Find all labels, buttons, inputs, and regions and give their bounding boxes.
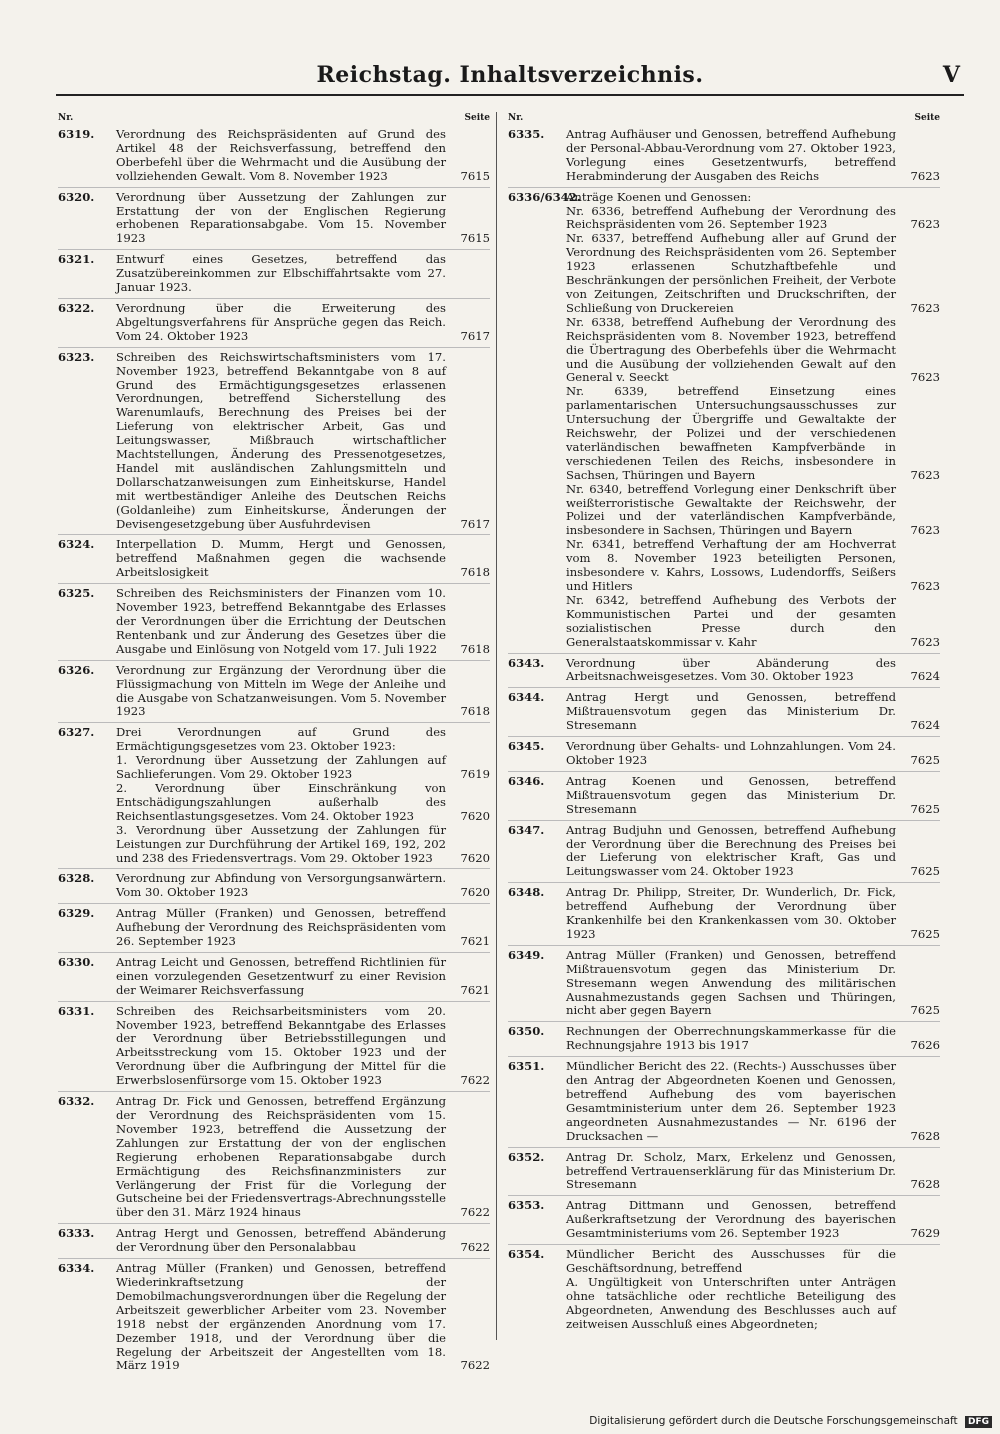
left-column	[58, 112, 490, 1379]
footer-text: Digitalisierung gefördert durch die Deutsche Forschungsgemeinschaft	[589, 1415, 958, 1427]
entry-text: Antrag Müller (Franken) und Genossen, betreffend Mißtrauensvotum gegen das Ministerium Dr. Stresemann wegen Anwendung des militärischen Ausnahmezustands gegen Sachsen und Thüringen, nicht aber gegen Bayern	[566, 947, 896, 1018]
sub-entry-page: 7623	[910, 579, 940, 593]
sub-entry	[566, 538, 940, 594]
entry-number: 6344.	[508, 690, 545, 705]
entry-page: 7625	[910, 926, 940, 941]
column-header	[58, 112, 490, 125]
entry-text: Antrag Koenen und Genossen, betreffend Mißtrauensvotum gegen das Ministerium Dr. Stresemann	[566, 773, 896, 816]
entry-number: 6322.	[58, 300, 95, 315]
entry-text: Verordnung zur Abfindung von Versorgungsanwärtern. Vom 30. Oktober 1923	[116, 871, 446, 900]
seite-label: Seite	[914, 113, 940, 123]
entry-number: 6347.	[508, 822, 545, 837]
index-entry	[58, 302, 490, 348]
index-entry	[508, 691, 940, 737]
entry-text: Antrag Dr. Philipp, Streiter, Dr. Wunderlich, Dr. Fick, betreffend Aufhebung der Verordnung über Krankenhilfe bei den Krankenkassen vom 30. Oktober 1923	[566, 885, 896, 941]
entry-number: 6351.	[508, 1059, 545, 1074]
dfg-logo: DFG	[965, 1416, 992, 1428]
entry-text: Verordnung über Aussetzung der Zahlungen zur Erstattung der von der Englischen Regierung erhobenen Reparationsabgabe. Vom 15. November 1923	[116, 189, 446, 246]
entry-number: 6321.	[58, 252, 95, 267]
entry-text: Rechnungen der Oberrechnungskammerkasse für die Rechnungsjahre 1913 bis 1917	[566, 1024, 896, 1053]
sub-entry	[566, 1276, 940, 1332]
sub-entry-page: 7623	[910, 523, 940, 538]
entry-page: 7624	[910, 718, 940, 733]
entry-page: 7618	[460, 565, 490, 580]
entry-text: Antrag Aufhäuser und Genossen, betreffend Aufhebung der Personal-Abbau-Verordnung vom 27. Oktober 1923, Vorlegung eines Gesetzentwurfs, betreffend Herabminderung der Ausgaben des Reichs	[566, 127, 896, 183]
page-footer	[589, 1415, 992, 1428]
entry-number: 6327.	[58, 725, 95, 740]
index-entry	[508, 740, 940, 772]
page-number: V	[942, 62, 960, 88]
entry-text: Antrag Dr. Scholz, Marx, Erkelenz und Genossen, betreffend Vertrauenserklärung für das Ministerium Dr. Stresemann	[566, 1149, 896, 1192]
entry-number: 6330.	[58, 954, 95, 969]
entry-page: 7617	[460, 516, 490, 531]
sub-entry	[566, 385, 940, 482]
column-header	[508, 112, 940, 125]
sub-entry-text: Nr. 6339, betreffend Einsetzung eines parlamentarischen Untersuchungsausschusses zur Untersuchung der Übergriffe und Gewaltakte der Reichswehr, der Polizei und der verschiedenen vaterländischen bewaffneten Kampfverbände in verschiedenen Teilen des Reichs, insbesondere in Sachsen, Thüringen und Bayern	[566, 384, 896, 482]
entry-number: 6324.	[58, 537, 95, 552]
entry-number: 6328.	[58, 871, 95, 886]
entry-number: 6323.	[58, 349, 95, 364]
entry-page: 7622	[460, 1205, 490, 1220]
sub-entry-page: 7620	[460, 850, 490, 865]
sub-entry-text: Nr. 6336, betreffend Aufhebung der Verordnung des Reichspräsidenten vom 26. September 1923	[566, 203, 896, 232]
sub-entry-text: Nr. 6338, betreffend Aufhebung der Verordnung des Reichspräsidenten vom 8. November 1923, betreffend die Übertragung des Oberbefehls über die Wehrmacht und die Ausübung der vollziehenden Gewalt auf den General v. Seeckt	[566, 314, 896, 385]
entry-text: Antrag Hergt und Genossen, betreffend Abänderung der Verordnung über den Personalabbau	[116, 1226, 446, 1255]
entry-text: Schreiben des Reichswirtschaftsministers vom 17. November 1923, betreffend Bekanntgabe von 8 auf Grund des Ermächtigungsgesetzes erlassenen Verordnungen, betreffend Sicherstellung des Warenumlaufs, Berechnung des Preises bei der Lieferung von elektrischer Arbeit, Gas und Leitungswasser, Mißbrauch wirtschaftlicher Machtstellungen, Änderung des Pressenotgesetzes, Handel mit ausländischen Zahlungsmitteln und Dollarschatzanweisungen zum Einheitskurse, Handel mit wertbeständiger Anleihe des Deutschen Reichs (Goldanleihe) zum Einheitskurse, Änderungen der Devisengesetzgebung über Ausfuhrdevisen	[116, 349, 446, 531]
sub-entry-text: 2. Verordnung über Einschränkung von Entschädigungszahlungen außerhalb des Reichsentlastungsgesetzes. Vom 24. Oktober 1923	[116, 780, 446, 823]
entry-page: 7625	[910, 801, 940, 816]
index-entry	[58, 538, 490, 584]
entry-number: 6348.	[508, 885, 545, 900]
right-column	[508, 112, 940, 1338]
entry-number: 6331.	[58, 1003, 95, 1018]
sub-entry-text: Nr. 6341, betreffend Verhaftung der am Hochverrat vom 8. November 1923 beteiligten Personen, insbesondere v. Kahrs, Lossows, Ludendorffs, Seißers und Hitlers	[566, 537, 896, 593]
entry-page: 7628	[910, 1128, 940, 1143]
sub-entry-page: 7623	[910, 634, 940, 649]
entry-text: Antrag Budjuhn und Genossen, betreffend Aufhebung der Verordnung über die Berechnung des Preises bei der Lieferung von elektrischer Kraft, Gas und Leitungswasser vom 24. Oktober 1923	[566, 822, 896, 879]
entry-page: 7620	[460, 885, 490, 900]
index-entry	[508, 1060, 940, 1147]
entry-number: 6334.	[58, 1261, 95, 1276]
sub-entry-page: 7623	[910, 370, 940, 385]
index-entry	[508, 1151, 940, 1197]
entry-page: 7621	[460, 982, 490, 997]
entry-number: 6329.	[58, 906, 95, 921]
index-entry	[58, 351, 490, 536]
nr-label: Nr.	[58, 113, 74, 123]
entry-page: 7628	[910, 1177, 940, 1192]
entry-text: Schreiben des Reichsarbeitsministers vom 20. November 1923, betreffend Bekanntgabe des Erlasses der Verordnung über Betriebsstillegungen und Arbeitsstreckung vom 15. Oktober 1923 und der Verordnung über die Aufbringung der Mittel für die Erwerbslosenfürsorge vom 15. Oktober 1923	[116, 1003, 446, 1088]
entry-number: 6345.	[508, 739, 545, 754]
entry-number: 6335.	[508, 127, 545, 141]
entry-page: 7622	[460, 1358, 490, 1373]
entry-text: Verordnung zur Ergänzung der Verordnung über die Flüssigmachung von Mitteln im Wege der Anleihe und die Ausgabe von Schatzanweisungen. Vom 5. November 1923	[116, 662, 446, 719]
entry-text: Anträge Koenen und Genossen:	[566, 189, 752, 204]
page-title: Reichstag. Inhaltsverzeichnis.	[316, 62, 704, 88]
entry-page: 7615	[460, 168, 490, 183]
index-entry	[508, 1248, 940, 1334]
entry-page: 7618	[460, 641, 490, 656]
index-entry	[508, 128, 940, 188]
index-entry	[508, 886, 940, 946]
entry-text: Verordnung über Gehalts- und Lohnzahlungen. Vom 24. Oktober 1923	[566, 739, 896, 767]
entry-text: Schreiben des Reichsministers der Finanzen vom 10. November 1923, betreffend Bekanntgabe des Erlasses der Verordnungen über die Errichtung der Deutschen Rentenbank und zur Änderung des Gesetzes über die Ausgabe und Einlösung von Notgeld vom 17. Juli 1922	[116, 586, 446, 656]
index-entry	[58, 253, 490, 299]
sub-entry-text: Nr. 6337, betreffend Aufhebung aller auf Grund der Verordnung des Reichspräsidenten vom 26. September 1923 erlassenen Schutzhaftbefehle und Beschränkungen der persönlichen Freiheit, der Verbote von Zeitungen, Zeitschriften und Druckschriften, der Schließung von Druckereien	[566, 231, 896, 315]
sub-entry-page: 7623	[910, 217, 940, 232]
index-entry	[58, 587, 490, 661]
entry-number: 6336/6342.	[508, 189, 581, 204]
sub-entry-text: A. Ungültigkeit von Unterschriften unter Anträgen ohne tatsächliche oder rechtliche Beteiligung des Abgeordneten, Anwendung des Beschlusses auch auf zeitweisen Ausschluß eines Abgeordneten;	[566, 1274, 896, 1331]
index-entry	[58, 1227, 490, 1259]
entry-text: Antrag Müller (Franken) und Genossen, betreffend Aufhebung der Verordnung des Reichspräsidenten vom 26. September 1923	[116, 906, 446, 949]
entry-text: Drei Verordnungen auf Grund des Ermächtigungsgesetzes vom 23. Oktober 1923:	[116, 725, 446, 754]
sub-entry-page: 7620	[460, 808, 490, 823]
index-entry	[58, 726, 490, 869]
index-entry	[58, 872, 490, 904]
entry-text: Antrag Dittmann und Genossen, betreffend Außerkraftsetzung der Verordnung des bayerischen Gesamtministeriums vom 26. September 1923	[566, 1198, 896, 1241]
entry-page: 7615	[460, 231, 490, 246]
sub-entry-text: Nr. 6340, betreffend Vorlegung einer Denkschrift über weißterroristische Gewaltakte der Reichswehr, der Polizei und der vaterländischen Kampfverbände, insbesondere in Sachsen, Thüringen und Bayern	[566, 481, 896, 538]
index-entry	[58, 1005, 490, 1092]
index-entry	[58, 664, 490, 724]
index-entry	[508, 1199, 940, 1245]
entry-number: 6320.	[58, 189, 95, 204]
sub-entry	[116, 782, 490, 824]
entry-page: 7625	[910, 752, 940, 767]
sub-entry	[566, 232, 940, 315]
entry-number: 6349.	[508, 947, 545, 962]
entry-number: 6325.	[58, 586, 95, 601]
entry-page: 7617	[460, 328, 490, 343]
entry-number: 6350.	[508, 1024, 545, 1039]
entry-text: Mündlicher Bericht des 22. (Rechts-) Ausschusses über den Antrag der Abgeordneten Koenen und Genossen, betreffend Aufhebung des vom bayerischen Gesamtministerium unter dem 26. September 1923 angeordneten Ausnahmezustandes — Nr. 6196 der Drucksachen —	[566, 1059, 896, 1143]
entry-number: 6346.	[508, 773, 545, 788]
index-entry	[58, 1262, 490, 1376]
entry-text: Verordnung über die Erweiterung des Abgeltungsverfahrens für Ansprüche gegen das Reich. Vom 24. Oktober 1923	[116, 300, 446, 343]
index-entry	[508, 949, 940, 1023]
column-divider	[496, 112, 497, 1340]
entry-number: 6333.	[58, 1226, 95, 1241]
entry-page: 7618	[460, 704, 490, 719]
entry-text: Antrag Leicht und Genossen, betreffend Richtlinien für einen vorzulegenden Gesetzentwurf zu einer Revision der Weimarer Reichsverfassung	[116, 954, 446, 997]
index-entry	[58, 128, 490, 188]
entry-number: 6343.	[508, 655, 545, 670]
index-entry	[58, 191, 490, 251]
entry-page: 7625	[910, 1003, 940, 1018]
index-entry	[508, 657, 940, 689]
sub-entry	[116, 824, 490, 866]
sub-entry-page: 7623	[910, 467, 940, 482]
entry-page: 7621	[460, 934, 490, 949]
entry-text: Antrag Hergt und Genossen, betreffend Mißtrauensvotum gegen das Ministerium Dr. Stresemann	[566, 690, 896, 733]
index-entry	[508, 191, 940, 654]
sub-entry-text: Nr. 6342, betreffend Aufhebung des Verbots der Kommunistischen Partei und der gesamten sozialistischen Presse durch den Generalstaatskommissar v. Kahr	[566, 592, 896, 649]
sub-entry	[566, 316, 940, 386]
sub-entry-text: 1. Verordnung über Aussetzung der Zahlungen auf Sachlieferungen. Vom 29. Oktober 1923	[116, 753, 446, 782]
entry-page: 7626	[910, 1038, 940, 1053]
index-entry	[508, 1025, 940, 1057]
entry-page: 7623	[910, 168, 940, 183]
index-entry	[58, 1095, 490, 1224]
seite-label: Seite	[464, 113, 490, 123]
entry-number: 6332.	[58, 1094, 95, 1109]
sub-entry	[116, 754, 490, 782]
entry-page: 7629	[910, 1226, 940, 1241]
entry-text: Verordnung des Reichspräsidenten auf Grund des Artikel 48 der Reichsverfassung, betreffend den Oberbefehl über die Wehrmacht und die Ausübung der vollziehenden Gewalt. Vom 8. November 1923	[116, 127, 446, 183]
entry-page: 7622	[460, 1073, 490, 1088]
entry-text: Antrag Dr. Fick und Genossen, betreffend Ergänzung der Verordnung des Reichspräsidenten vom 15. November 1923, betreffend die Aussetzung der Zahlungen zur Erstattung der von der englischen Regierung erhobenen Reparationsabgabe durch Ermächtigung des Reichsfinanzministers zur Verlängerung der Frist für die Vorlegung der Gutscheine bei der Friedensvertrags-Abrechnungsstelle über den 31. März 1924 hinaus	[116, 1094, 446, 1220]
entry-text: Mündlicher Bericht des Ausschusses für die Geschäftsordnung, betreffend	[566, 1247, 896, 1275]
sub-entry	[566, 205, 940, 233]
entry-text: Antrag Müller (Franken) und Genossen, betreffend Wiederinkraftsetzung der Demobilmachungsverordnungen über die Regelung der Arbeitszeit gewerblicher Arbeiter vom 23. November 1918 nebst der ergänzenden Anordnung vom 17. Dezember 1918, und der Verordnung über die Regelung der Arbeitszeit der Angestellten vom 18. März 1919	[116, 1261, 446, 1373]
entry-text: Verordnung über Abänderung des Arbeitsnachweisgesetzes. Vom 30. Oktober 1923	[566, 655, 896, 684]
entry-page: 7625	[910, 864, 940, 879]
entry-number: 6326.	[58, 662, 95, 677]
entry-number: 6352.	[508, 1149, 545, 1164]
page-header	[56, 60, 964, 96]
index-entry	[58, 907, 490, 953]
sub-entry-page: 7619	[460, 767, 490, 782]
entry-number: 6354.	[508, 1247, 545, 1262]
entry-page: 7624	[910, 669, 940, 684]
entry-number: 6319.	[58, 127, 95, 141]
entry-number: 6353.	[508, 1198, 545, 1213]
sub-entry	[566, 483, 940, 539]
entry-page: 7622	[460, 1240, 490, 1255]
sub-entry-text: 3. Verordnung über Aussetzung der Zahlungen für Leistungen zur Durchführung der Artikel 169, 192, 202 und 238 des Friedensvertrags. Vom 29. Oktober 1923	[116, 822, 446, 865]
entry-text: Interpellation D. Mumm, Hergt und Genossen, betreffend Maßnahmen gegen die wachsende Arbeitslosigkeit	[116, 537, 446, 580]
index-entry	[508, 824, 940, 884]
index-entry	[508, 775, 940, 821]
sub-entry	[566, 594, 940, 650]
sub-entry-page: 7623	[910, 300, 940, 315]
entry-text: Entwurf eines Gesetzes, betreffend das Zusatzübereinkommen zur Elbschiffahrtsakte vom 27. Januar 1923.	[116, 252, 446, 295]
nr-label: Nr.	[508, 113, 524, 123]
index-entry	[58, 956, 490, 1002]
